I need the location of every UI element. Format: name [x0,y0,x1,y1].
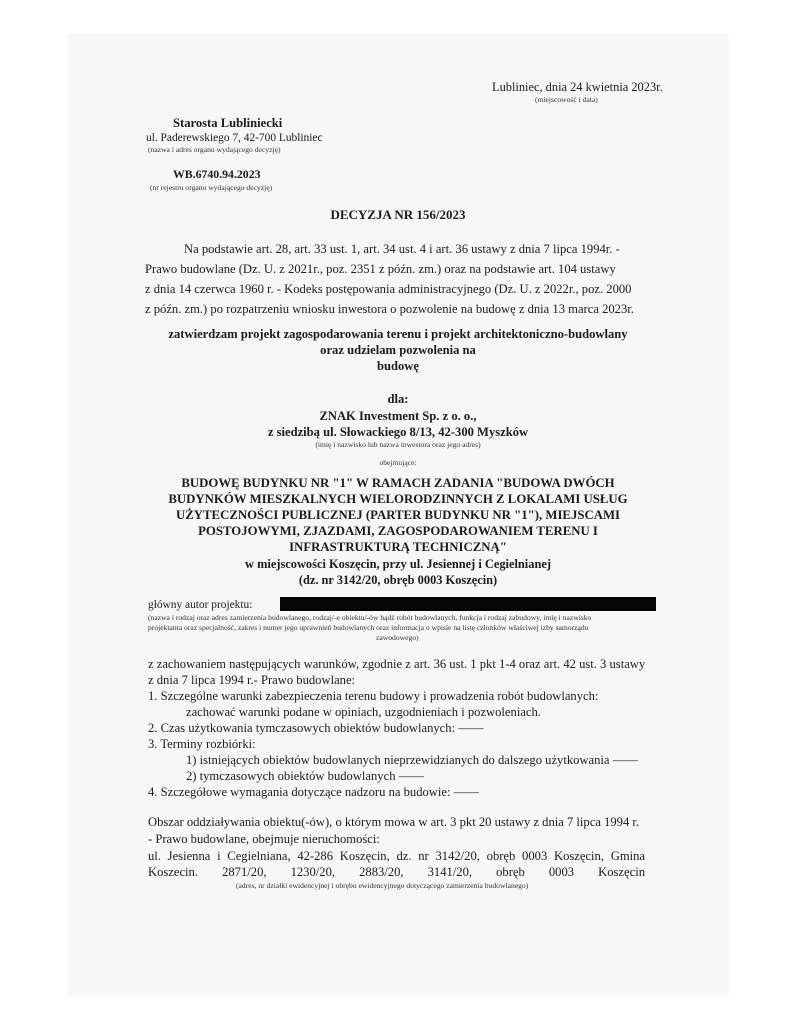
investor-seat: z siedzibą ul. Słowackiego 8/13, 42-300 Myszków [267,425,529,439]
covering-label: obejmujące: [379,458,417,467]
condition-item-2: 2. Czas użytkowania tymczasowych obiektów budowlanych: —— [148,721,484,735]
condition-item-1: 1. Szczególne warunki zabezpieczenia terenu budowy i prowadzenia robót budowlanych: [148,689,599,703]
condition-item-3-1: 1) istniejących obiektów budowlanych nieprzewidzianych do dalszego użytkowania —— [186,753,638,767]
author-caption-line-1: (nazwa i rodzaj oraz adres zamierzenia budowlanego, rodzaj/-e obiektu/-ów bądź robót budowlanych, funkcja i rodzaj zabudowy, imię i nazwisko [148,613,592,622]
register-caption: (nr rejestru organu wydającego decyzję) [150,183,273,192]
register-number: WB.6740.94.2023 [173,167,261,181]
place-date: Lubliniec, dnia 24 kwietnia 2023r. [492,80,663,94]
conditions-intro-line-1: z zachowaniem następujących warunków, zgodnie z art. 36 ust. 1 pkt 1-4 oraz art. 42 ust. 3 ustawy [148,657,646,671]
author-label: główny autor projektu: [148,599,253,611]
condition-item-3-2: 2) tymczasowych obiektów budowlanych —— [186,769,424,783]
legal-basis-line-1: Na podstawie art. 28, art. 33 ust. 1, art. 34 ust. 4 i art. 36 ustawy z dnia 7 lipca 1994r. - [184,242,620,256]
redaction-bar [280,597,656,611]
impact-area-line-2: - Prawo budowlane, obejmuje nieruchomości: [148,832,380,846]
authority-name: Starosta Lubliniecki [173,116,283,130]
condition-item-4: 4. Szczegółowe wymagania dotyczące nadzoru na budowie: —— [148,785,479,799]
project-title-line-4: POSTOJOWYMI, ZJAZDAMI, ZAGOSPODAROWANIEM TERENU I [198,524,598,538]
authority-address: ul. Paderewskiego 7, 42-700 Lubliniec [146,132,323,144]
condition-item-1-detail: zachować warunki podane w opiniach, uzgodnieniach i pozwoleniach. [186,705,541,719]
condition-item-3: 3. Terminy rozbiórki: [148,737,256,751]
impact-area-caption: (adres, nr działki ewidencyjnej i obrębu ewidencyjnego dotyczącego zamierzenia budowlanego) [236,881,529,890]
project-title-line-1: BUDOWĘ BUDYNKU NR "1" W RAMACH ZADANIA "BUDOWA DWÓCH [181,476,615,490]
conditions-intro-line-2: z dnia 7 lipca 1994 r.- Prawo budowlane: [148,673,356,687]
for-label: dla: [387,392,409,406]
place-date-caption: (miejscowość i data) [535,95,598,104]
legal-basis-line-2: Prawo budowlane (Dz. U. z 2021r., poz. 2351 z późn. zm.) oraz na podstawie art. 104 ustawy [145,262,616,276]
author-caption-line-3: zawodowego) [376,633,419,642]
author-caption-line-2: projektanta oraz specjalność, zakres i numer jego uprawnień budowlanych oraz informacja o wpisie na listę członków właściwej izby samorządu [148,623,589,632]
legal-basis-line-4: z późn. zm.) po rozpatrzeniu wniosku inwestora o pozwolenie na budowę z dnia 13 marca 2023r. [145,302,634,316]
decision-title: DECYZJA NR 156/2023 [330,207,466,222]
approval-line-3: budowę [377,359,419,373]
investor-name: ZNAK Investment Sp. z o. o., [319,409,477,423]
project-title-line-5: INFRASTRUKTURĄ TECHNICZNĄ" [289,540,507,554]
approval-line-2: oraz udzielam pozwolenia na [320,343,476,357]
investor-caption: (imię i nazwisko lub nazwa inwestora oraz jego adres) [315,440,481,449]
approval-line-1: zatwierdzam projekt zagospodarowania terenu i projekt architektoniczno-budowlany [168,327,628,341]
impact-area-line-3: ul. Jesienna i Cegielniana, 42-286 Koszęcin, dz. nr 3142/20, obręb 0003 Koszęcin, Gmina [148,849,645,863]
legal-basis-line-3: z dnia 14 czerwca 1960 r. - Kodeks postępowania administracyjnego (Dz. U. z 2022r., poz. 2000 [145,282,632,296]
project-title-line-3: UŻYTECZNOŚCI PUBLICZNEJ (PARTER BUDYNKU NR "1"), MIEJSCAMI [175,508,621,522]
authority-address-caption: (nazwa i adres organu wydającego decyzję) [148,145,281,154]
project-location: w miejscowości Koszęcin, przy ul. Jesiennej i Cegielnianej [245,557,551,571]
project-plot: (dz. nr 3142/20, obręb 0003 Koszęcin) [298,573,498,587]
impact-area-line-1: Obszar oddziaływania obiektu(-ów), o którym mowa w art. 3 pkt 20 ustawy z dnia 7 lipca 1994 r. [148,815,640,829]
impact-area-line-4: Koszecin. 2871/20, 1230/20, 2883/20, 3141/20, obręb 0003 Koszęcin [148,865,645,879]
project-title-line-2: BUDYNKÓW MIESZKALNYCH WIELORODZINNYCH Z LOKALAMI USŁUG [168,492,628,506]
